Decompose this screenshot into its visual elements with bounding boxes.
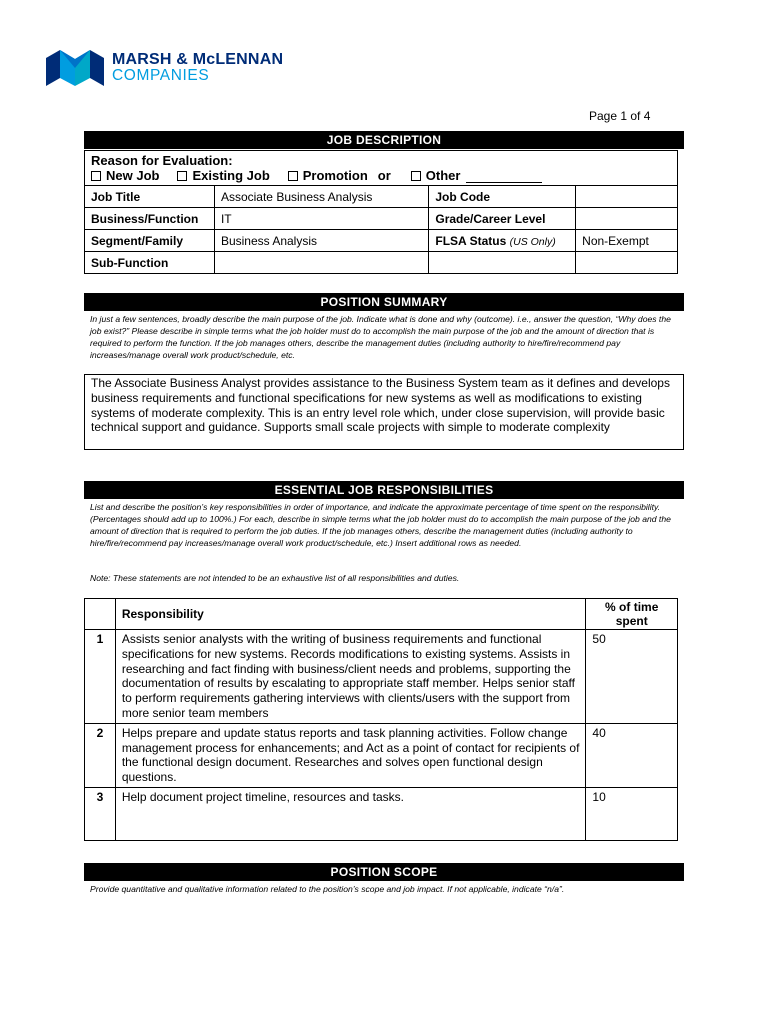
business-function-label: Business/Function: [85, 208, 215, 230]
flsa-status-value[interactable]: Non-Exempt: [576, 230, 678, 252]
table-header-row: [85, 599, 678, 630]
responsibility-text[interactable]: Helps prepare and update status reports and task planning activities. Follow change management process for enhancements; and Act as a point of contact for recipients of the functional design document. Researches and solves open functional design questions.: [115, 723, 586, 787]
pct-time-value[interactable]: 40: [586, 723, 678, 787]
empty-cell: [429, 252, 576, 274]
empty-cell[interactable]: [576, 252, 678, 274]
pct-time-column-header: % of time spent: [586, 599, 678, 630]
reason-for-evaluation: [84, 150, 678, 186]
checkbox-icon[interactable]: [411, 171, 421, 181]
table-row: [85, 723, 678, 787]
grade-level-label: Grade/Career Level: [429, 208, 576, 230]
responsibility-text[interactable]: Help document project timeline, resources and tasks.: [115, 787, 586, 840]
table-row: [85, 230, 678, 252]
row-number: 2: [85, 723, 116, 787]
segment-family-label: Segment/Family: [85, 230, 215, 252]
job-code-label: Job Code: [429, 186, 576, 208]
job-title-value[interactable]: Associate Business Analysis: [214, 186, 428, 208]
or-word: or: [377, 168, 391, 183]
logo-mark-icon: [46, 50, 104, 86]
grade-level-value[interactable]: [576, 208, 678, 230]
table-row: [85, 787, 678, 840]
option-new-job[interactable]: New Job: [91, 168, 159, 183]
other-blank-field[interactable]: [466, 169, 542, 183]
responsibilities-table: [84, 598, 678, 841]
table-row: [85, 252, 678, 274]
table-row: [85, 630, 678, 724]
option-existing-job[interactable]: Existing Job: [177, 168, 269, 183]
job-info-table: [84, 185, 678, 274]
logo-line-1: MARSH & McLENNAN: [112, 51, 284, 68]
row-number: 1: [85, 630, 116, 724]
flsa-status-label: FLSA Status (US Only): [429, 230, 576, 252]
option-other[interactable]: Other: [411, 168, 461, 183]
position-summary-text[interactable]: The Associate Business Analyst provides assistance to the Business System team as it defines and develops business requirements and functional specifications for new systems as well as modifications to existing systems of moderate complexity. This is an entry level role which, under close supervision, will provide basic technical support and guidance. Supports small scale projects with simple to moderate complexity: [84, 374, 684, 450]
job-code-value[interactable]: [576, 186, 678, 208]
table-row: [85, 208, 678, 230]
business-function-value[interactable]: IT: [214, 208, 428, 230]
page-number: Page 1 of 4: [589, 109, 651, 123]
row-number: 3: [85, 787, 116, 840]
empty-header-cell: [85, 599, 116, 630]
checkbox-icon[interactable]: [288, 171, 298, 181]
segment-family-value[interactable]: Business Analysis: [214, 230, 428, 252]
checkbox-icon[interactable]: [91, 171, 101, 181]
position-summary-header: POSITION SUMMARY: [84, 293, 684, 311]
job-description-header: JOB DESCRIPTION: [84, 131, 684, 149]
responsibilities-header: ESSENTIAL JOB RESPONSIBILITIES: [84, 481, 684, 499]
position-scope-header: POSITION SCOPE: [84, 863, 684, 881]
flsa-note: (US Only): [509, 235, 556, 248]
pct-time-value[interactable]: 50: [586, 630, 678, 724]
sub-function-label: Sub-Function: [85, 252, 215, 274]
pct-time-value[interactable]: 10: [586, 787, 678, 840]
responsibilities-note: Note: These statements are not intended to be an exhaustive list of all responsibilities and duties.: [90, 573, 460, 583]
sub-function-value[interactable]: [214, 252, 428, 274]
position-scope-instructions: Provide quantitative and qualitative information related to the position’s scope and job impact. If not applicable, indicate “n/a”.: [90, 884, 565, 894]
table-row: [85, 186, 678, 208]
reason-title: Reason for Evaluation:: [91, 153, 233, 168]
option-promotion[interactable]: Promotion: [288, 168, 368, 183]
responsibility-column-header: Responsibility: [115, 599, 586, 630]
checkbox-icon[interactable]: [177, 171, 187, 181]
responsibilities-instructions: List and describe the position’s key responsibilities in order of importance, and indicate the approximate percentage of time spent on the responsibility. (Percentages should add up to 100%.) For each, describe in simple terms what the job holder must do to accomplish the main purpose of the job and the amount of direction that is required to perform the job duties. If the job manages others, describe the management duties (including authority to hire/fire/recommend pay increases/manage overall work product/schedule, etc.) Insert additional rows as needed.: [90, 502, 671, 548]
job-title-label: Job Title: [85, 186, 215, 208]
position-summary-instructions: In just a few sentences, broadly describe the main purpose of the job. Indicate what is done and why (outcome). i.e., answer the question, “Why does the job exist?” Please describe in simple terms what the job holder must do to accomplish the main purpose of the job and the amount of direction that is required to perform the function. If the job manages others, describe the management duties (including authority to hire/fire/recommend pay increases/manage overall work product/schedule, etc.: [90, 314, 671, 360]
responsibility-text[interactable]: Assists senior analysts with the writing of business requirements and functional specifications for new systems. Records modifications to existing systems. Assists in researching and fact finding with business/client needs and problems, supporting the documentation of results by escalating to appropriate staff member. Helps senior staff to perform requirements gathering interviews with clients/users with the support from more senior team members: [115, 630, 586, 724]
company-logo: [46, 50, 283, 86]
logo-line-2: COMPANIES: [112, 67, 210, 84]
